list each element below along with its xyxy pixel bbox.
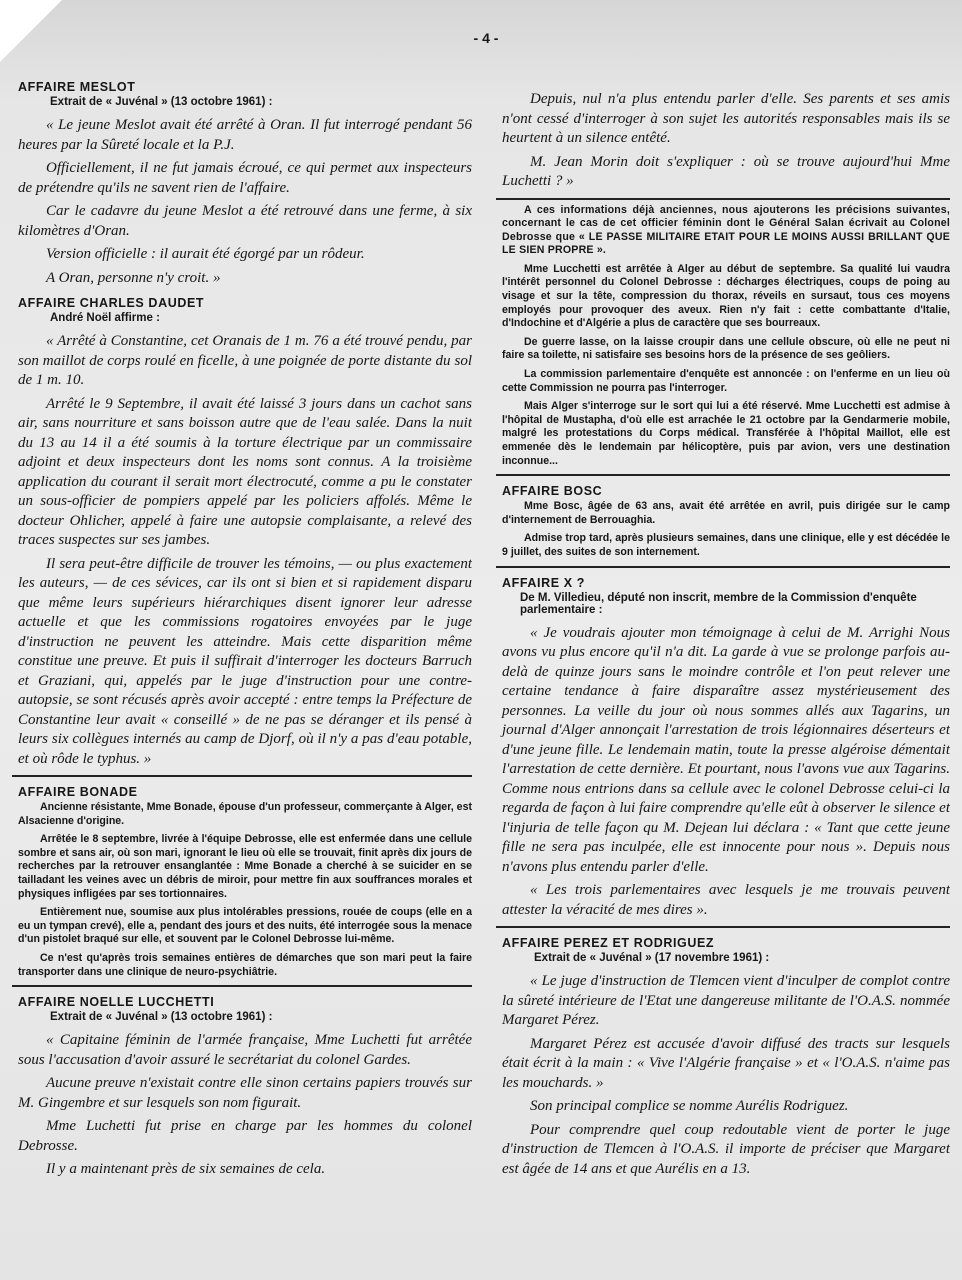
paragraph: Ancienne résistante, Mme Bonade, épouse d'un professeur, commerçante à Alger, est Alsacienne d'origine. — [18, 801, 472, 827]
paragraph: Margaret Pérez est accusée d'avoir diffusé des tracts sur lesquels était écrit à la main : « Vive l'Algérie française » et « l'O.A.S. n'aime pas les mouchards. » — [502, 1035, 950, 1091]
source-line-x: De M. Villedieu, député non inscrit, membre de la Commission d'enquête parlementaire : — [520, 591, 917, 616]
paragraph: La commission parlementaire d'enquête est annoncée : on l'enferme en un lieu où cette Commission ne pourra pas l'interroger. — [502, 368, 950, 394]
page-number: - 4 - — [473, 30, 499, 46]
divider — [496, 566, 950, 568]
paragraph: A ces informations déjà anciennes, nous ajouterons les précisions suivantes, concernant le cas de cet officier féminin dont le Général Salan écrivait au Colonel Debrosse que « LE PASSE MILITAIRE ETAIT POUR LE MOINS AUSSI BRILLANT QUE LE SIEN PROPRE ». — [502, 203, 950, 257]
paragraph: A Oran, personne n'y croit. » — [46, 269, 221, 286]
divider — [12, 775, 472, 777]
source-line-daudet: André Noël affirme : — [50, 312, 160, 324]
paragraph: Admise trop tard, après plusieurs semaines, dans une clinique, elle y est décédée le 9 juillet, des suites de son internement. — [502, 532, 950, 558]
paragraph: Version officielle : il aurait été égorgé par un rôdeur. — [46, 246, 365, 262]
paragraph: Entièrement nue, soumise aux plus intolérables pressions, rouée de coups (elle en a eu un tympan crevé), elle a, pendant des jours et des nuits, été interrogée sous la menace d'un pistolet braqué sur elle, et souvent par le Colonel Debrosse lui-même. — [18, 906, 472, 946]
section-heading-x: AFFAIRE X ? — [502, 575, 585, 590]
folded-corner — [0, 0, 62, 62]
section-heading-bosc: AFFAIRE BOSC — [502, 484, 603, 499]
source-line-lucchetti: Extrait de « Juvénal » (13 octobre 1961) : — [50, 1011, 273, 1024]
paragraph: Ce n'est qu'après trois semaines entières de démarches que son mari peut la faire transporter dans une clinique de neuro-psychiâtrie. — [18, 951, 472, 978]
section-heading-perez: AFFAIRE PEREZ ET RODRIGUEZ — [502, 936, 715, 951]
paragraph: Arrêtée le 8 septembre, livrée à l'équipe Debrosse, elle est enfermée dans une cellule sombre et sans air, où son mari, ignorant le lieu où elle se trouvait, finit après dix jours de recherches par la retrouver ensanglantée : Mme Bonade a cherché à se suicider en se tailladant les veines avec un débris de miroir, pour mettre fin aux souffrances morales et physiques infligées par ses tortionnaires. — [18, 833, 472, 900]
section-heading-meslot: AFFAIRE MESLOT — [18, 80, 136, 94]
divider — [496, 926, 950, 928]
source-line-perez: Extrait de « Juvénal » (17 novembre 1961) : — [534, 952, 770, 965]
paragraph: « Le jeune Meslot avait été arrêté à Oran. Il fut interrogé pendant 56 heures par la Sûreté locale et la P.J. — [18, 117, 472, 153]
paragraph: Arrêté le 9 Septembre, il avait été laissé 3 jours dans un cachot sans air, sans nourriture et sans boisson autre que de l'eau salée. Dans la nuit du 13 au 14 il a été soumis à la torture électrique par un commissaire adjoint et deux inspecteurs dont les noms sont connus. A la troisième application du courant il serait mort électrocuté, comme a pu le constater un sous-officier de pompiers appelé par les policiers affolés. Même le docteur Ohlicher, appelé à faire une autopsie complaisante, a relevé des traces suspectes sur ses jambes. — [18, 395, 472, 548]
paragraph: Aucune preuve n'existait contre elle sinon certains papiers trouvés sur M. Gingembre et sur lesquels son nom figurait. — [18, 1075, 472, 1111]
paragraph: Son principal complice se nomme Aurélis Rodriguez. — [530, 1098, 849, 1115]
paragraph: Mme Luchetti fut prise en charge par les hommes du colonel Debrosse. — [18, 1118, 472, 1154]
paragraph: De guerre lasse, on la laisse croupir dans une cellule obscure, où elle ne peut ni faire sa toilette, ni satisfaire ses besoins hors de la présence de ses geôliers. — [502, 335, 950, 362]
paragraph: Depuis, nul n'a plus entendu parler d'elle. Ses parents et ses amis n'ont cessé d'interroger à son sujet les autorités responsables mais ils se heurtent à un silence entêté. — [502, 91, 950, 146]
right-column — [490, 78, 950, 1274]
source-line-meslot: Extrait de « Juvénal » (13 octobre 1961) : — [50, 96, 273, 108]
paragraph: « Le juge d'instruction de Tlemcen vient d'inculper de complot contre la sûreté intérieure de l'Etat une dangereuse militante de l'O.A.S. nommée Margaret Pérez. — [502, 973, 950, 1029]
paragraph: Officiellement, il ne fut jamais écroué, ce qui permet aux inspecteurs de prétendre qu'ils ne savent rien de l'affaire. — [18, 160, 472, 196]
paragraph: Il sera peut-être difficile de trouver les témoins, — ou plus exactement les auteurs, — de ces sévices, car ils ont si bien et si rapidement disparu que même leurs supérieurs hiérarchiques disent ignorer leur adresse actuelle et que les commissions rogatoires envoyées par le juge d'instruction ne peuvent les atteindre. Mais cette disparition même constitue une preuve. Et puis il suffirait d'interroger les docteurs Barruch et Graziani, qui, appelés par le juge d'instruction pour une contre-autopsie, se sont récusés après avoir accepté : entre temps la Préfecture de Constantine leur avait « conseillé » de ne pas se déranger et ils pensé à leurs six collègues internés au camp de Djorf, où il n'y a pas d'eau potable, et où rôde le typhus. » — [18, 555, 472, 767]
divider — [496, 198, 950, 200]
divider — [12, 985, 472, 987]
section-heading-daudet: AFFAIRE CHARLES DAUDET — [18, 296, 205, 310]
paragraph: « Je voudrais ajouter mon témoignage à celui de M. Arrighi Nous avons vu plus encore qu'il n'a dit. La garde à vue se prolonge parfois au-delà de quinze jours sans le moindre contrôle et l'on peut relever une certaine tendance à faire disparaître assez mystérieusement des personnes. La veille du jour où nous sommes allés aux Tagarins, un journal d'Alger annonçait l'arrestation de trois légionnaires déserteurs et d'une jeune fille. Le lendemain matin, toute la presse algéroise démentait l'arrestation de cette dernière. Et pourtant, nous l'avons vue aux Tagarins. Comme nous entrions dans sa cellule avec le colonel Debrosse celui-ci la regarda de façon à lui faire comprendre qu'elle eût à observer le silence et l'injuria de telle façon qu M. Dejean lui déclara : « Tant que cette jeune fille ne sera pas inculpée, elle est innocente pour nous ». Depuis nous n'avons plus entendu parler d'elle. — [502, 624, 950, 875]
paragraph: Mme Bosc, âgée de 63 ans, avait été arrêtée en avril, puis dirigée sur le camp d'internement de Berrouaghia. — [502, 500, 950, 526]
paragraph: Pour comprendre quel coup redoutable vient de porter le juge d'instruction de Tlemcen à l'O.A.S. il importe de préciser que Margaret est âgée de 14 ans et que Aurélis en a 13. — [502, 1121, 950, 1177]
divider — [496, 474, 950, 476]
paragraph: « Les trois parlementaires avec lesquels je me trouvais peuvent attester la véracité de mes dires ». — [502, 882, 950, 918]
section-heading-lucchetti: AFFAIRE NOELLE LUCCHETTI — [18, 995, 215, 1010]
paragraph: Car le cadavre du jeune Meslot a été retrouvé dans une ferme, à six kilomètres d'Oran. — [18, 203, 472, 239]
paragraph: Mme Lucchetti est arrêtée à Alger au début de septembre. Sa qualité lui vaudra l'intérêt personnel du Colonel Debrosse : décharges électriques, coups de poing au visage et sur la tête, compression du thorax, réveils en sursaut, tous ces moyens employés pour provoquer des aveux. Rien n'y fait : cette combattante d'Italie, d'Indochine et d'Algérie a plus de caractère que ses bourreaux. — [502, 262, 950, 330]
paragraph: Mais Alger s'interroge sur le sort qui lui a été réservé. Mme Lucchetti est admise à l'hôpital de Mustapha, d'où elle est arrachée le 21 octobre par la Gendarmerie mobile, malgré les protestations du Corps médical. Transférée à l'hôpital Maillot, elle est emmenée dès le lendemain par hélicoptère, puis par avion, vers une destination inconnue... — [502, 400, 950, 467]
section-heading-bonade: AFFAIRE BONADE — [18, 785, 138, 799]
paragraph: « Arrêté à Constantine, cet Oranais de 1 m. 76 a été trouvé pendu, par son maillot de corps roulé en ficelle, à une poignée de porte distante du sol de 1 m. 10. — [18, 333, 472, 388]
paragraph: Il y a maintenant près de six semaines de cela. — [46, 1161, 326, 1178]
paragraph: « Capitaine féminin de l'armée française, Mme Luchetti fut arrêtée sous l'accusation d'avoir assuré le secrétariat du colonel Gardes. — [18, 1032, 472, 1068]
paragraph: M. Jean Morin doit s'expliquer : où se trouve aujourd'hui Mme Luchetti ? » — [502, 153, 950, 189]
left-column — [6, 78, 472, 1274]
